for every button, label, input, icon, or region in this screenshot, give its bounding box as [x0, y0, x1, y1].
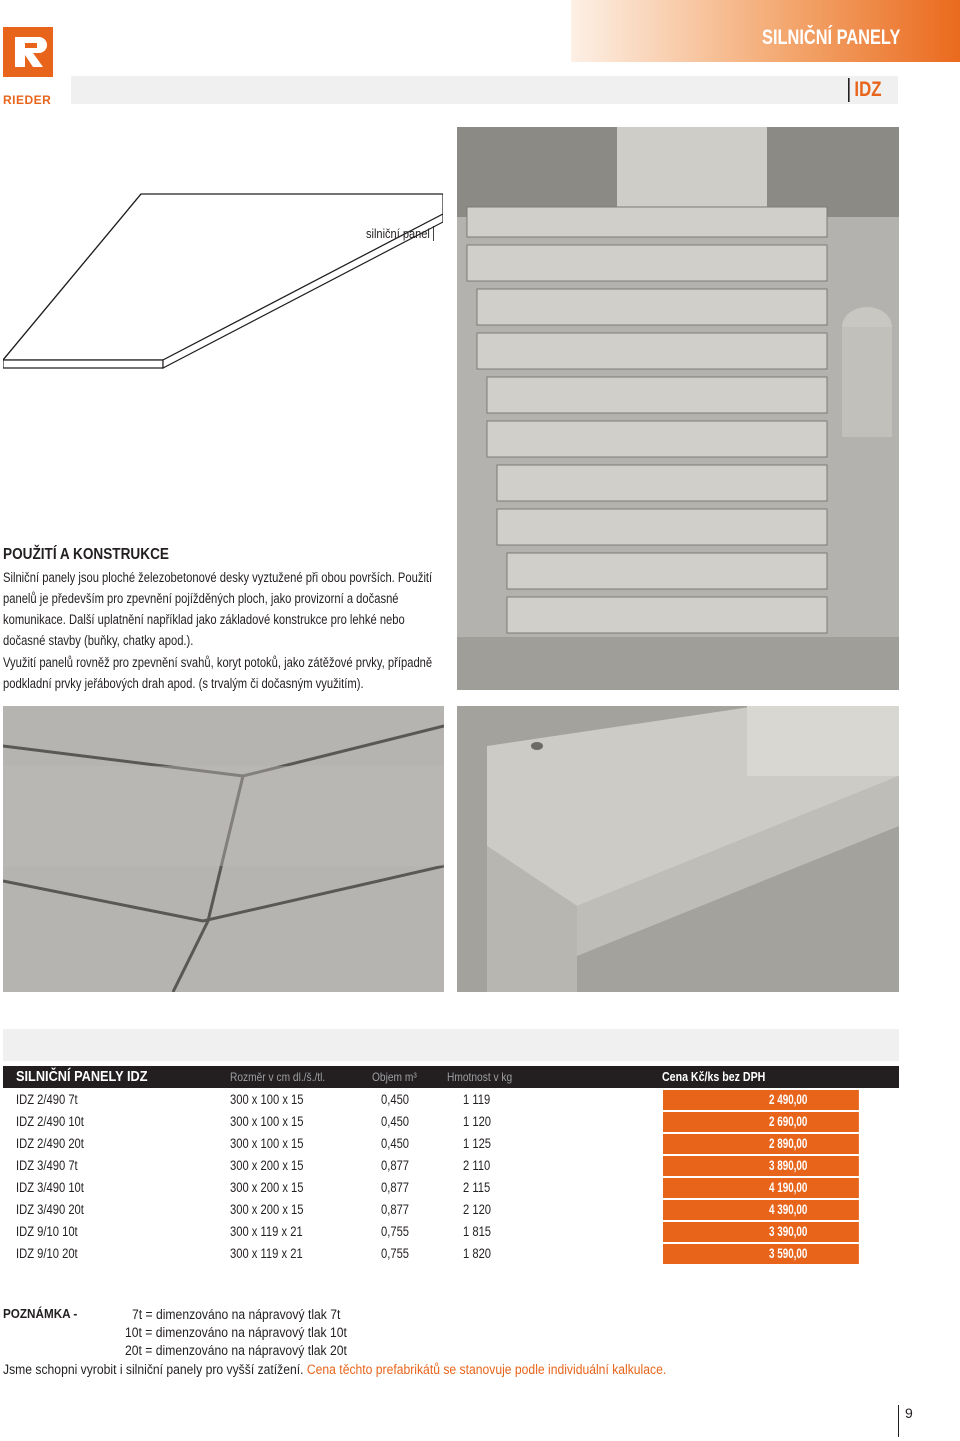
row-price: 4 390,00: [663, 1200, 859, 1220]
bottom-note-highlight: Cena těchto prefabrikátů se stanovuje podle individuální kalkulace.: [306, 1362, 667, 1377]
row-price: 4 190,00: [663, 1178, 859, 1198]
table-row: [3, 1177, 899, 1199]
paragraph-usage: Silniční panely jsou ploché železobetonové desky vyztužené při obou površích. Použití panelů je především pro zpevnění pojížděných ploch, jako provizorní a dočasné komunikace. Další uplatnění například jako základové konstrukce pro lehké nebo dočasné stavby (buňky, chatky apod.).: [3, 570, 433, 648]
row-weight: 1 119: [463, 1092, 491, 1107]
row-size: 300 x 100 x 15: [230, 1136, 304, 1151]
logo-text: RIEDER: [3, 93, 52, 107]
col-header-price: Cena Kč/ks bez DPH: [662, 1070, 766, 1084]
category-title: SILNIČNÍ PANELY: [761, 26, 900, 49]
bottom-note: [3, 1362, 666, 1377]
row-weight: 1 120: [463, 1114, 492, 1129]
row-size: 300 x 200 x 15: [230, 1202, 304, 1217]
row-size: 300 x 100 x 15: [230, 1092, 304, 1107]
table-row: [3, 1221, 899, 1243]
bottom-note-plain: Jsme schopni vyrobit i silniční panely pro vyšší zatížení.: [3, 1362, 304, 1377]
row-size: 300 x 100 x 15: [230, 1114, 304, 1129]
row-weight: 1 125: [463, 1136, 492, 1151]
note-line-20t: 20t = dimenzováno na nápravový tlak 20t: [125, 1343, 347, 1358]
row-name: IDZ 3/490 10t: [16, 1180, 84, 1195]
laid-panels-photo: [3, 706, 444, 992]
row-volume: 0,877: [381, 1158, 410, 1173]
row-name: IDZ 2/490 10t: [16, 1114, 84, 1129]
col-header-size: Rozměr v cm dl./š./tl.: [230, 1070, 326, 1084]
row-price: 2 490,00: [663, 1090, 859, 1110]
row-price: 2 690,00: [663, 1112, 859, 1132]
row-size: 300 x 119 x 21: [230, 1224, 303, 1239]
row-volume: 0,450: [381, 1092, 410, 1107]
table-row: [3, 1133, 899, 1155]
row-size: 300 x 119 x 21: [230, 1246, 303, 1261]
col-header-volume: Objem m³: [372, 1070, 417, 1084]
product-code: IDZ: [848, 78, 881, 102]
row-volume: 0,877: [381, 1202, 410, 1217]
note-line-10t: 10t = dimenzováno na nápravový tlak 10t: [125, 1325, 347, 1340]
note-label: POZNÁMKA -: [3, 1306, 78, 1321]
paragraph-usage-2: Využití panelů rovněž pro zpevnění svahů, koryt potoků, jako zátěžové prvky, případně podkladní prvky jeřábových drah apod. (s trvalým či dočasným využitím).: [3, 655, 433, 691]
note-line-7t: 7t = dimenzováno na nápravový tlak 7t: [132, 1307, 341, 1322]
section-title: POUŽITÍ A KONSTRUKCE: [3, 546, 169, 563]
row-name: IDZ 9/10 10t: [16, 1224, 78, 1239]
row-volume: 0,877: [381, 1180, 410, 1195]
row-price: 2 890,00: [663, 1134, 859, 1154]
table-row: [3, 1089, 899, 1111]
stacked-panels-photo: [457, 127, 899, 690]
row-volume: 0,450: [381, 1114, 410, 1129]
row-size: 300 x 200 x 15: [230, 1158, 304, 1173]
table-row: [3, 1199, 899, 1221]
row-name: IDZ 2/490 20t: [16, 1136, 84, 1151]
panel-edge-photo: [457, 706, 899, 992]
page-number: 9: [898, 1405, 913, 1437]
row-volume: 0,755: [381, 1246, 410, 1261]
row-weight: 1 820: [463, 1246, 492, 1261]
row-price: 3 890,00: [663, 1156, 859, 1176]
row-name: IDZ 3/490 20t: [16, 1202, 84, 1217]
row-name: IDZ 3/490 7t: [16, 1158, 78, 1173]
header-bar: [71, 76, 898, 104]
row-price: 3 590,00: [663, 1244, 859, 1264]
row-weight: 2 110: [463, 1158, 491, 1173]
row-weight: 1 815: [463, 1224, 492, 1239]
row-name: IDZ 9/10 20t: [16, 1246, 78, 1261]
row-volume: 0,755: [381, 1224, 410, 1239]
row-size: 300 x 200 x 15: [230, 1180, 304, 1195]
rieder-logo: [3, 27, 53, 77]
drawing-label: silniční panel: [366, 226, 434, 241]
table-title: SILNIČNÍ PANELY IDZ: [16, 1068, 148, 1085]
row-name: IDZ 2/490 7t: [16, 1092, 78, 1107]
table-row: [3, 1111, 899, 1133]
row-volume: 0,450: [381, 1136, 410, 1151]
row-price: 3 390,00: [663, 1222, 859, 1242]
row-weight: 2 115: [463, 1180, 491, 1195]
row-weight: 2 120: [463, 1202, 492, 1217]
col-header-weight: Hmotnost v kg: [447, 1070, 513, 1084]
table-row: [3, 1243, 899, 1265]
table-row: [3, 1155, 899, 1177]
table-header-bar: [3, 1029, 899, 1061]
panel-drawing: [3, 190, 443, 370]
